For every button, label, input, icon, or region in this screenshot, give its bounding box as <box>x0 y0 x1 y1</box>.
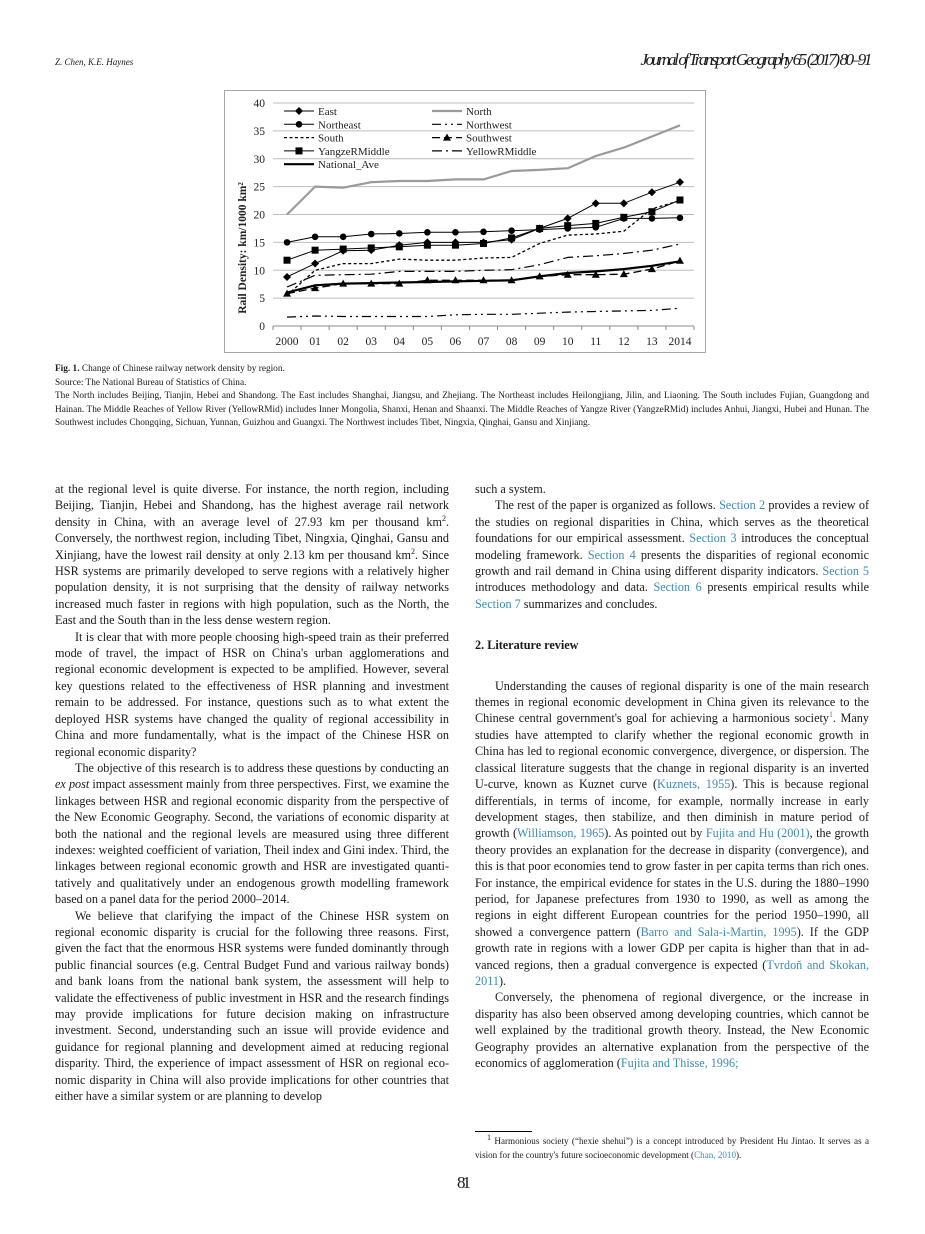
x-tick-label: 10 <box>561 336 574 348</box>
section-5-link[interactable]: Section 5 <box>822 564 870 579</box>
legend-label: South <box>318 132 344 145</box>
text: summarizes and concludes. <box>520 596 658 611</box>
text: ). <box>498 973 507 988</box>
y-axis-label: Rail Density: km/1000 km² <box>237 182 249 314</box>
data-point-northeast <box>368 231 375 238</box>
data-point-yangzermiddle <box>312 247 319 254</box>
data-point-yangzermiddle <box>508 234 515 241</box>
footnote <box>475 1134 869 1162</box>
x-tick-label: 07 <box>477 336 490 348</box>
text: The objective of this research is to address these questions by conducting an <box>75 760 449 775</box>
data-point-east <box>620 199 628 207</box>
citation-link[interactable]: Williamson, 1965 <box>517 826 605 841</box>
x-tick-label: 13 <box>646 336 658 348</box>
superscript: 2 <box>441 513 446 523</box>
paragraph: It is clear that with more people choosing high-speed train as their preferred mode of travel, the impact of HSR on China's urban agglomerations and regional economic development is expected to be amplified. However, several key questions related to the effectiveness of HSR planning and investment remain to be addressed. For instance, questions such as to what extent the deployed HSR systems have changed the quality of regional accessibility in China and more fundamentally, what is the impact of the Chinese HSR on regional economic disparity? <box>55 629 449 759</box>
data-point-northeast <box>312 234 319 241</box>
data-point-yangzermiddle <box>452 242 459 249</box>
paragraph <box>475 989 869 1071</box>
text: ). If the GDP growth rate in regions with a lower GDP per capita is higher than that in advanced regions, then a gradual convergence is expected ( <box>475 924 869 972</box>
legend-label: YangzeRMiddle <box>318 145 390 158</box>
legend-item-yangzermiddle <box>284 146 390 158</box>
section-7-link[interactable]: Section 7 <box>475 596 521 611</box>
data-point-northeast <box>340 234 347 241</box>
figure-caption <box>55 363 869 431</box>
citation-link[interactable]: Chan, 2010 <box>694 1150 737 1160</box>
running-head-journal: Journal of Transport Geography 65 (2017) 80–91 <box>640 50 870 69</box>
section-3-link[interactable]: Section 3 <box>689 531 737 546</box>
data-point-yangzermiddle <box>564 222 571 229</box>
text: presents empirical results while <box>701 580 869 595</box>
legend-marker <box>296 121 303 128</box>
x-tick-label: 04 <box>393 336 406 348</box>
legend-item-east <box>284 106 337 118</box>
x-tick-label: 03 <box>365 336 377 348</box>
series-line-northwest <box>287 308 680 317</box>
data-point-yangzermiddle <box>620 214 627 221</box>
text: presents the disparities of regional economic growth and rail demand in China using different disparity indicators. <box>475 547 869 579</box>
section-4-link[interactable]: Section 4 <box>587 547 636 562</box>
legend-item-northwest <box>432 119 512 131</box>
citation-link[interactable]: Fujita and Thisse, 1996; <box>620 1056 739 1070</box>
legend-item-northeast <box>284 119 361 131</box>
text: The rest of the paper is organized as follows. <box>495 498 720 513</box>
paragraph <box>55 481 449 629</box>
x-tick-label: 09 <box>533 336 546 348</box>
y-tick-label: 35 <box>253 125 265 138</box>
data-point-northeast <box>452 229 459 236</box>
y-tick-label: 0 <box>259 321 265 333</box>
y-tick-label: 5 <box>259 293 265 306</box>
paragraph <box>475 497 869 612</box>
x-tick-label: 01 <box>309 336 321 348</box>
rail-density-chart <box>224 90 706 353</box>
data-point-yangzermiddle <box>396 243 403 250</box>
section-2-link[interactable]: Section 2 <box>719 498 766 513</box>
y-tick-label: 20 <box>253 209 265 222</box>
y-tick-label: 25 <box>253 181 265 194</box>
text: ). <box>736 1150 742 1160</box>
text: at the regional level is quite diverse. For instance, the north region, including Beijing, Tianjin, Hebei and Shandong, has the highest average rail network density in China, with an average level of 27.93 km per thousand km <box>55 482 449 529</box>
body-column-left <box>55 481 449 1104</box>
text: Understanding the causes of regional disparity is one of the main research themes in regional economic development in China given its relevance to the Chinese central government's goal for achieving a harmonious society <box>475 678 869 726</box>
text: ). This is because regional differentials, in terms of income, for example, normally increase in early development stages, then stabilize, and then diminish in mature period of growth ( <box>475 777 870 841</box>
running-head-authors: Z. Chen, K.E. Haynes <box>55 57 134 67</box>
y-tick-label: 15 <box>253 237 265 250</box>
data-point-east <box>564 214 572 222</box>
footnote-number: 1 <box>487 1132 491 1142</box>
paragraph <box>475 678 869 990</box>
text: introduces methodology and data. <box>475 580 654 595</box>
figure-note: The North includes Beijing, Tianjin, Hebei and Shandong. The East includes Shanghai, Jiangsu, and Zhejiang. The Northeast includes Heilongjiang, Jilin, and Liaoning. The South includes Fujian, Guangdong and Hainan. The Middle Reaches of Yellow River (YellowRMid) includes Inner Mongolia, Shanxi, Henan and Shaanxi. The Middle Reaches of Yangze River (YangzeRMid) includes Anhui, Jiangxi, Hubei and Hunan. The Southwest includes Chongqing, Sichuan, Yunnan, Guizhou and Guangxi. The Northwest includes Tibet, Ningxia, Qinghai, Gansu and Xinjiang. <box>55 391 869 429</box>
section-heading: 2. Literature review <box>475 638 579 653</box>
x-tick-label: 06 <box>449 336 462 348</box>
citation-link[interactable]: Kuznets, 1955 <box>657 777 731 792</box>
data-point-east <box>311 260 319 268</box>
citation-link[interactable]: Tvrdoň and Skokan, 2011 <box>475 957 869 988</box>
y-tick-label: 30 <box>253 153 265 166</box>
paragraph: such a system. <box>475 482 546 496</box>
footnote-divider <box>475 1131 532 1132</box>
data-point-northeast <box>508 227 515 234</box>
legend-item-national-ave <box>284 159 379 171</box>
legend-item-yellowrmiddle <box>432 146 537 158</box>
data-point-yangzermiddle <box>676 197 683 204</box>
x-tick-label: 02 <box>337 336 349 348</box>
x-tick-label: 2014 <box>668 336 692 348</box>
figure-title: Change of Chinese railway network density by region. <box>79 364 285 374</box>
text: Conversely, the phenomena of regional divergence, or the increase in disparity has also been observed among developing countries, which cannot be well explained by the traditional growth theory. Instead, the New Economic Geography provides an alternative explanation from the perspective of the economics of agglomeration ( <box>475 990 869 1070</box>
data-point-yangzermiddle <box>368 244 375 251</box>
text: Harmonious society (“hexie shehui”) is a concept introduced by President Hu Jintao. It serves as a vision for the country's future socioeconomic development ( <box>475 1136 869 1160</box>
y-tick-label: 40 <box>253 98 265 110</box>
x-tick-label: 05 <box>421 336 434 348</box>
text: ). As pointed out by <box>604 826 706 841</box>
figure-source: Source: The National Bureau of Statistics of China. <box>55 377 247 388</box>
data-point-yangzermiddle <box>284 257 291 264</box>
x-tick-label: 08 <box>505 336 518 348</box>
y-tick-label: 10 <box>253 265 265 278</box>
data-point-northeast <box>649 215 656 222</box>
text: impact assessment mainly from three perspectives. First, we examine the linkages between HSR and regional economic disparity from the perspective of the New Economic Geography. Second, the variations of economic disparity at both the national and the regional levels are measured using three different indexes: weighted coefficient of variation, Theil index and Gini index. Third, the linkages between regional economic growth and HSR are investigated quantitatively and qualitatively under an endogenous growth modelling framework based on a panel data for the period 2000–2014. <box>55 777 449 907</box>
legend-label: Northwest <box>466 119 512 132</box>
chart-legend <box>284 106 537 171</box>
text: . Many studies have attempted to clarify whether the regional economic growth in China has led to regional economic convergence, divergence, or dispersion. The classical literature suggests that the change in regional disparity is an inverted U-curve, known as Kuznet curve ( <box>475 711 869 792</box>
paragraph <box>55 760 449 908</box>
data-point-yangzermiddle <box>536 225 543 232</box>
x-tick-label: 11 <box>590 336 602 348</box>
data-point-northeast <box>480 228 487 235</box>
legend-item-south <box>284 133 344 145</box>
section-6-link[interactable]: Section 6 <box>653 580 702 595</box>
figure-label: Fig. 1. <box>55 364 80 374</box>
data-point-east <box>648 188 656 196</box>
legend-marker <box>295 107 303 115</box>
text: introduces the conceptual modeling framework. <box>475 531 869 562</box>
paragraph: We believe that clarifying the impact of the Chinese HSR system on regional economic disparity is crucial for the following three reasons. First, given the fact that the enormous HSR systems were funded dominantly through public financial sources (e.g. Central Budget Fund and various railway bonds) and bank loans from the national bank system, the assessment will help to validate the effectiveness of public investment in HSR and the research findings may provide implications for future decision making on infrastructure investment. Second, understanding such an issue will provide evidence and guidance for regional planning and development aimed at reducing regional disparity. Third, the experience of impact assessment of HSR on regional economic disparity in China will also provide implications for other countries that either have a similar system or are planning to develop <box>55 908 449 1104</box>
data-point-yangzermiddle <box>592 220 599 227</box>
superscript: 2 <box>410 546 415 556</box>
series-southwest <box>283 257 684 297</box>
data-point-east <box>592 199 600 207</box>
legend-marker <box>296 147 303 154</box>
citation-link[interactable]: Barro and Sala-i-Martin, 1995 <box>640 924 797 939</box>
text: , the growth theory provides an explanation for the decrease in disparity (convergence), and this is that poor economies tend to grow faster in per capita terms than rich ones. For instance, the empirical evidence for states in the U.S. during the 1880–1990 period, for Japanese prefectures from 1930 to 1990, as well as among the regions in eight different European countries for the period 1950–1990, all showed a convergence pattern ( <box>475 826 869 939</box>
body-column-right <box>475 481 869 1071</box>
citation-link[interactable]: Fujita and Hu (2001) <box>705 826 810 841</box>
data-point-east <box>283 273 291 281</box>
data-point-northeast <box>677 215 684 222</box>
legend-label: East <box>318 106 337 118</box>
data-point-yangzermiddle <box>340 246 347 253</box>
legend-label: North <box>466 106 492 118</box>
x-tick-label: 2000 <box>275 336 299 348</box>
data-point-yangzermiddle <box>424 242 431 249</box>
data-point-yangzermiddle <box>480 240 487 247</box>
text: . Since HSR systems are primarily developed to serve regions with a relatively higher population density, it is not surprising that the density of railway networks increased much faster in regions with high population, such as the North, the East and the South than in the less dense western region. <box>55 547 449 628</box>
text: . Conversely, the northwest region, including Tibet, Ningxia, Qinghai, Gansu and Xinjiang, have the lowest rail density at only 2.13 km per thousand km <box>55 514 449 562</box>
data-point-northeast <box>284 239 291 246</box>
text: provides a review of the studies on regional disparities in China, which serves as the theoretical foundations for our empirical assessment. <box>475 498 870 546</box>
data-point-northeast <box>396 230 403 237</box>
legend-item-southwest <box>432 133 512 145</box>
page-number: 81 <box>457 1173 468 1192</box>
legend-label: Northeast <box>318 119 361 132</box>
footnote-ref-link[interactable]: 1 <box>828 710 833 720</box>
legend-item-north <box>432 106 492 118</box>
series-northwest <box>287 308 680 317</box>
data-point-northeast <box>424 229 431 236</box>
legend-label: YellowRMiddle <box>466 145 537 158</box>
emphasis: ex post <box>55 777 90 792</box>
data-point-east <box>676 178 684 186</box>
x-tick-label: 12 <box>618 336 630 348</box>
data-point-yangzermiddle <box>648 208 655 215</box>
legend-label: Southwest <box>466 132 512 145</box>
legend-label: National_Ave <box>318 159 379 172</box>
